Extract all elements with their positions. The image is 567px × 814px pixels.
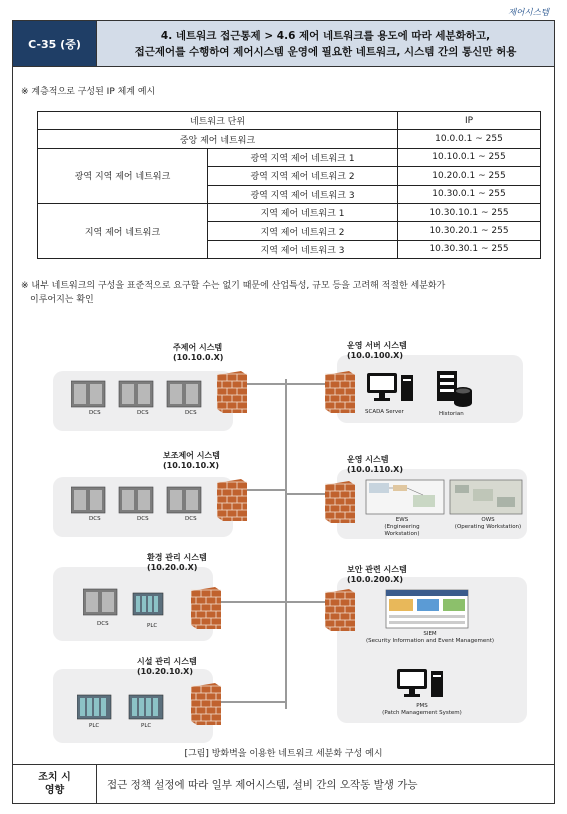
firewall-icon <box>325 589 355 631</box>
dev-label: DCS <box>89 410 101 416</box>
dev-label: PLC <box>147 623 158 629</box>
firewall-icon <box>217 371 247 413</box>
backbone-line <box>285 379 287 709</box>
local-label: 지역 제어 네트워크 <box>38 203 208 258</box>
ip-scheme-table <box>37 111 541 259</box>
firewall-icon <box>191 587 221 629</box>
dev-label: DCS <box>89 516 101 522</box>
dev-label: DCS <box>137 516 149 522</box>
regional-ip: 10.20.0.1 ~ 255 <box>398 167 541 185</box>
firewall-icon <box>217 479 247 521</box>
item-title-line2: 접근제어를 수행하여 제어시스템 운영에 필요한 네트워크, 시스템 간의 통신만 허용 <box>134 45 517 58</box>
impact-text: 접근 정책 설정에 따라 일부 제어시스템, 설비 간의 오작동 발생 가능 <box>107 778 418 791</box>
dev-label: PLC <box>89 723 100 729</box>
ops-server-title: 운영 서버 시스템 (10.0.100.X) <box>347 341 407 360</box>
item-code: C-35 (중) <box>13 21 97 66</box>
item-title <box>97 21 554 66</box>
dev-label: DCS <box>185 410 197 416</box>
local-name: 지역 제어 네트워크 3 <box>208 240 398 258</box>
central-label: 중앙 제어 네트워크 <box>38 130 398 148</box>
firewall-icon <box>325 371 355 413</box>
item-header <box>13 21 554 67</box>
local-name: 지역 제어 네트워크 2 <box>208 222 398 240</box>
item-title-line1: 4. 네트워크 접근통제 > 4.6 제어 네트워크를 용도에 따라 세분화하고, <box>160 29 491 42</box>
central-ip: 10.0.0.1 ~ 255 <box>398 130 541 148</box>
local-ip: 10.30.30.1 ~ 255 <box>398 240 541 258</box>
segmentation-note-line1: ※ 내부 네트워크의 구성을 표준적으로 요구할 수는 없기 때문에 산업특성, 규모 등을 고려해 적절한 세분화가 <box>21 281 446 291</box>
regional-ip: 10.10.0.1 ~ 255 <box>398 148 541 166</box>
link-line <box>217 701 287 703</box>
security-title: 보안 관련 시스템 (10.0.200.X) <box>347 565 407 584</box>
env-mgmt-title: 환경 관리 시스템 (10.20.0.X) <box>147 553 207 572</box>
header-ip: IP <box>398 112 541 130</box>
ip-note: ※ 계층적으로 구성된 IP 체계 예시 <box>21 87 156 97</box>
ows-label: OWS (Operating Workstation) <box>454 517 522 530</box>
dcs-cabinets <box>71 485 221 515</box>
ews-label: EWS (Engineering Workstation) <box>384 517 420 537</box>
scada-server-icon <box>365 371 417 405</box>
regional-name: 광역 지역 제어 네트워크 3 <box>208 185 398 203</box>
table-row <box>38 130 541 148</box>
dcs-cabinets <box>71 379 221 409</box>
ops-system-title: 운영 시스템 (10.0.110.X) <box>347 455 403 474</box>
table-row <box>38 148 541 166</box>
main-control-title: 주제어 시스템 (10.10.0.X) <box>173 343 224 362</box>
regional-ip: 10.30.0.1 ~ 255 <box>398 185 541 203</box>
plc-devices <box>77 691 177 721</box>
impact-label: 조치 시 영향 <box>13 765 97 803</box>
local-name: 지역 제어 네트워크 1 <box>208 203 398 221</box>
section-tag: 제어시스템 <box>507 8 549 18</box>
ows-screen-icon <box>449 479 523 515</box>
local-ip: 10.30.10.1 ~ 255 <box>398 203 541 221</box>
dev-label: DCS <box>185 516 197 522</box>
segmentation-note <box>21 279 445 307</box>
document-frame <box>12 20 555 804</box>
table-row <box>38 203 541 221</box>
table-header-row <box>38 112 541 130</box>
env-devices <box>83 587 173 617</box>
header-unit: 네트워크 단위 <box>38 112 398 130</box>
scada-label: SCADA Server <box>365 409 404 415</box>
impact-row <box>13 764 554 803</box>
dev-label: DCS <box>137 410 149 416</box>
regional-label: 광역 지역 제어 네트워크 <box>38 148 208 203</box>
segmentation-note-line2: 이루어지는 확인 <box>30 295 94 305</box>
pms-label: PMS (Patch Management System) <box>382 703 462 716</box>
sub-control-title: 보조제어 시스템 (10.10.10.X) <box>163 451 220 470</box>
regional-name: 광역 지역 제어 네트워크 2 <box>208 167 398 185</box>
dev-label: PLC <box>141 723 152 729</box>
dev-label: DCS <box>97 621 109 627</box>
firewall-icon <box>191 683 221 725</box>
regional-name: 광역 지역 제어 네트워크 1 <box>208 148 398 166</box>
historian-label: Historian <box>439 411 464 417</box>
figure-caption: [그림] 방화벽을 이용한 네트워크 세분화 구성 예시 <box>184 749 383 759</box>
pms-server-icon <box>395 667 447 701</box>
historian-icon <box>435 369 475 409</box>
ews-screen-icon <box>365 479 445 515</box>
firewall-icon <box>325 481 355 523</box>
siem-screen-icon <box>385 589 469 629</box>
local-ip: 10.30.20.1 ~ 255 <box>398 222 541 240</box>
network-diagram <box>47 331 532 763</box>
link-line <box>217 601 287 603</box>
facility-mgmt-title: 시설 관리 시스템 (10.20.10.X) <box>137 657 197 676</box>
siem-label: SIEM (Security Information and Event Management) <box>365 631 495 644</box>
